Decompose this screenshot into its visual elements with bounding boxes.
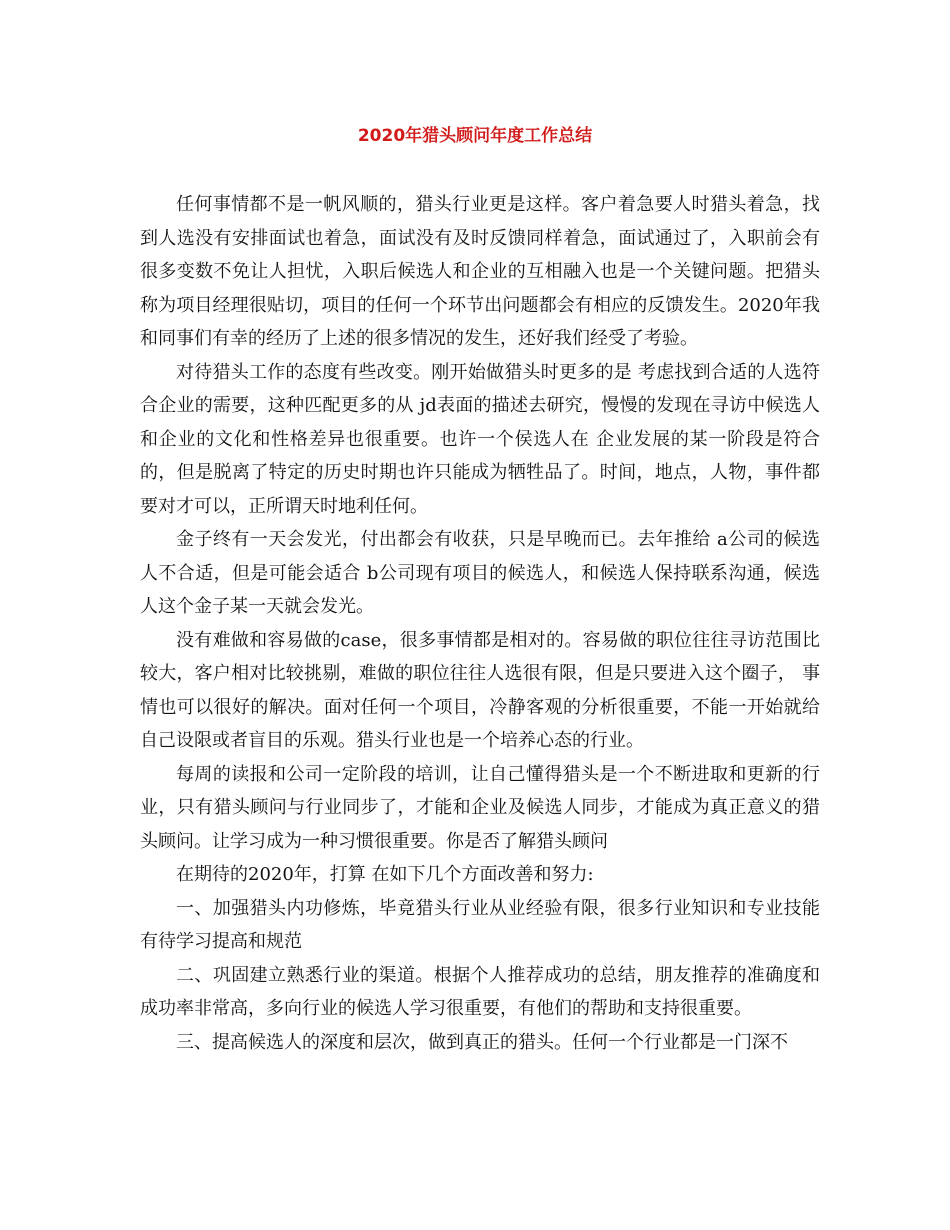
paragraph-6: 在期待的2020年，打算 在如下几个方面改善和努力: [176, 864, 594, 885]
document-title: 2020年猎头顾问年度工作总结 [357, 126, 593, 146]
paragraph-8: 二、巩固建立熟悉行业的渠道。根据个人推荐成功的总结，朋友推荐的准确度和成功率非常高，多向行业的候选人学习很重要，有他们的帮助和支持很重要。 [140, 964, 820, 1019]
paragraph-3: 金子终有一天会发光，付出都会有收获，只是早晚而已。去年推给 a公司的候选人不合适，但是可能会适合 b公司现有项目的候选人，和候选人保持联系沟通，候选人这个金子某一天就会发光。 [140, 529, 820, 617]
paragraph-4: 没有难做和容易做的case，很多事情都是相对的。容易做的职位往往寻访范围比较大，客户相对比较挑剔，难做的职位往往人选很有限，但是只要进入这个圈子， 事情也可以很好的解决。面对任何一个项目，冷静客观的分析很重要，不能一开始就给自己设限或者盲目的乐观。猎头行业也是一个培养心态的行业。 [140, 629, 820, 751]
paragraph-5: 每周的读报和公司一定阶段的培训，让自己懂得猎头是一个不断进取和更新的行业，只有猎头顾问与行业同步了，才能和企业及候选人同步，才能成为真正意义的猎头顾问。让学习成为一种习惯很重要。你是否了解猎头顾问 [140, 763, 820, 852]
paragraph-2: 对待猎头工作的态度有些改变。刚开始做猎头时更多的是 考虑找到合适的人选符合企业的需要，这种匹配更多的从 jd表面的描述去研究，慢慢的发现在寻访中候选人和企业的文化和性格差异也很重要。也许一个侯选人在 企业发展的某一阶段是符合的，但是脱离了特定的历史时期也许只能成为牺牲品了。时间，地点，人物，事件都要对才可以，正所谓天时地利任何。 [140, 361, 820, 517]
paragraph-1: 任何事情都不是一帆风顺的，猎头行业更是这样。客户着急要人时猎头着急，找到人选没有安排面试也着急，面试没有及时反馈同样着急，面试通过了，入职前会有 很多变数不免让人担忧，入职后候选人和企业的互相融入也是一个关键问题。把猎头称为项目经理很贴切，项目的任何一个环节出问题都会有相应的反馈发生。2020年我和同事们有幸的经历了上述的很多情况的发生，还好我们经受了考验。 [140, 194, 820, 349]
document-body [140, 188, 820, 1059]
paragraph-7: 一、加强猎头内功修炼，毕竟猎头行业从业经验有限，很多行业知识和专业技能有待学习提高和规范 [140, 897, 820, 952]
paragraph-9: 三、提高候选人的深度和层次，做到真正的猎头。任何一个行业都是一门深不 [176, 1031, 788, 1053]
